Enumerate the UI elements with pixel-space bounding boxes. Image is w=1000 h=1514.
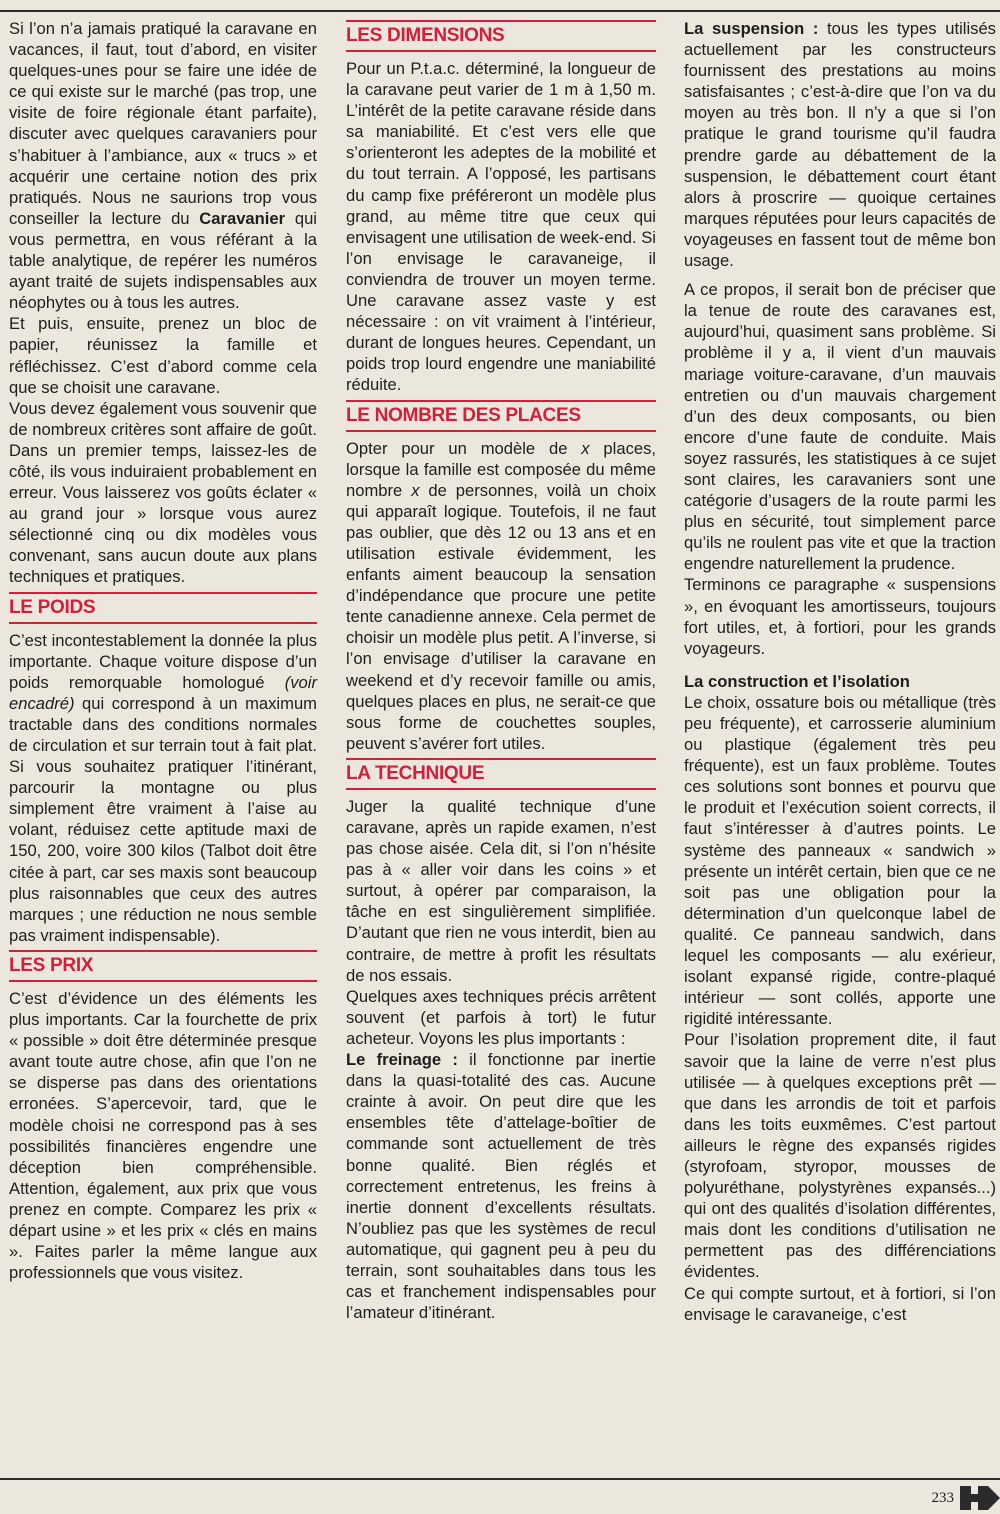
page-footer (932, 1486, 1000, 1510)
paragraph: A ce propos, il serait bon de préciser que la tenue de route des caravanes est, aujourd’hui, quasiment sans problème. Si problème il y a, il vient d’un mauvais mariage voiture-caravane, d’un mauvais entretien ou d’un mauvais chargement d’un des deux composants, ou bien encore d’une faute de conduite. Mais soyez rassurés, les statistiques à ce sujet sont claires, les caravaniers sont une catégorie d’usagers de la route parmi les plus en sécurité, tout simplement parce qu’ils ne roulent pas vite et que la traction engendre naturellement la prudence. (684, 280, 996, 574)
freinage-paragraph (346, 1049, 656, 1323)
column-3 (684, 18, 996, 1325)
bottom-rule (0, 1478, 1000, 1480)
magazine-logo-icon (960, 1486, 1000, 1510)
suspension-paragraph (684, 18, 996, 271)
suspension-lead: La suspension : (684, 19, 819, 38)
poids-paragraph (9, 630, 317, 946)
section-heading-poids: LE POIDS (9, 592, 317, 624)
section-heading-technique: LA TECHNIQUE (346, 758, 656, 790)
places-text: places, lorsque la famille est composée du même nombre (346, 438, 656, 500)
freinage-text: il fonctionne par inertie dans la quasi-totalité des cas. Aucune crainte à avoir. On peut dire que les ensembles tête d’attelage-boîtier de commande sont actuellement de très bonne qualité. Bien réglés et correctement entretenus, les freins à inertie donnent d’excellents résultats. N’oubliez pas que les systèmes de recul automatique, qui gagnent peu à peu du terrain, sont souhaitables dans tous les cas et franchement indispensables pour l’amateur d’itinérant. (346, 1050, 656, 1323)
poids-text: C’est incontestablement la donnée la plus importante. Chaque voiture dispose d’un poids remorquable homologué (9, 630, 317, 692)
intro-text: Si l’on n’a jamais pratiqué la caravane en vacances, il faut, tout d’abord, en visiter quelques-unes pour se faire une idée de ce qui existe sur le marché (pas trop, une visite de foire régionale étant parfaite), discuter avec quelques caravaniers pour s’habituer à l’ambiance, aux « trucs » et acquérir une certaine notion des prix pratiqués. Nous ne saurions trop vous conseiller la lecture du (9, 19, 317, 228)
section-heading-prix: LES PRIX (9, 950, 317, 982)
column-2 (346, 18, 656, 1323)
page-number: 233 (931, 1489, 954, 1506)
poids-text-end: qui correspond à un maximum tractable dans des conditions normales de circulation et sur terrain tout à fait plat. Si vous souhaitez pratiquer l’itinérant, parcourir la montagne ou plus simplement être vraiment à l’aise au volant, réduisez cette aptitude maxi de 150, 200, voire 300 kilos (Talbot doit être citée à part, car ses maxis sont beaucoup plus raisonnables que ceux des autres marques ; une réduction ne nous semble pas vraiment indispensable). (9, 693, 317, 945)
continued-paragraph: Ce qui compte surtout, et à fortiori, si l’on envisage le caravaneige, c’est (684, 1283, 996, 1324)
paragraph: Vous devez également vous souvenir que de nombreux critères sont affaire de goût. Dans un premier temps, laissez-les de côté, ils vous induiraient probablement en erreur. Vous laisserez vos goûts éclater « au grand jour » lorsque vous aurez sélectionné cinq ou dix modèles vous convenant, sans aucun doute aux plans techniques et pratiques. (9, 398, 317, 587)
construction-paragraph: Le choix, ossature bois ou métallique (très peu fréquente), et carrosserie aluminium ou plastique (également très peu fréquente), est un faux problème. Toutes ces solutions sont bonnes et pourvu que le produit et l’exécution soient corrects, il faut s’intéresser à d’autres points. Le système des panneaux « sandwich » présente un intérêt certain, bien que ce ne soit pas une obligation pour la détermination d’un quelconque label de qualité. Ce panneau sandwich, dans lequel les composants — alu exérieur, isolant expansé rigide, contre-plaqué intérieur — sont collés, apporte une rigidité intéressante. (684, 692, 996, 1029)
column-1 (9, 18, 317, 1283)
variable-x: x (411, 480, 420, 500)
places-text: de personnes, voilà un choix qui apparaît logique. Toutefois, il ne faut pas oublier, que dès 12 ou 13 ans et en utilisation estivale évidemment, les enfants aiment beaucoup la sensation d’indépendance que procure une petite tente canadienne annexe. Cela permet de choisir un modèle plus petit. A l’inverse, si l’on envisage d’utiliser la caravane en weekend et d’y recevoir famille ou amis, quelques places en plus, ne serait-ce que sous forme de couchettes souples, peuvent s’avérer fort utiles. (346, 480, 657, 753)
subheading-construction: La construction et l’isolation (684, 671, 910, 691)
freinage-lead: Le freinage : (346, 1050, 458, 1070)
technique-paragraph: Juger la qualité technique d’une caravane, après un rapide examen, n’est pas chose aisée. Cela dit, si l’on n’hésite pas à « aller voir dans les coins » et surtout, à opérer par comparaison, la tâche en est singulièrement simplifiée. D’autant que rien ne vous interdit, bien au contraire, de mettre à profit les résultats de nos essais. (346, 796, 656, 985)
suspension-text: tous les types utilisés actuellement par les constructeurs fournissent des prestations au moins satisfaisantes ; c’est-à-dire que l’on va du moyen au très bon. Il n’y a que si l’on pratique le grand tourisme qu’il faudra prendre garde au débattement de la suspension, le débattement court étant alors à proscrire — quoique certaines marques réputées pour leurs capacités de voyageuses en fassent tout de même bon usage. (684, 19, 996, 271)
places-text: Opter pour un modèle de (346, 438, 582, 458)
top-rule (0, 10, 1000, 12)
intro-text-end: qui vous permettra, en vous référant à la table analytique, de repérer les numéros ayant traité de sujets indispensables aux néophytes ou à tous les autres. (9, 208, 317, 313)
dimensions-paragraph: Pour un P.t.a.c. déterminé, la longueur de la caravane peut varier de 1 m à 1,50 m. L’intérêt de la petite caravane réside dans sa maniabilité. Et c’est vers elle que s’orienteront les adeptes de la mobilité et du tout terrain. A l’opposé, les partisans du camp fixe préféreront un modèle plus grand, au même titre que ceux qui envisagent une utilisation de week-end. Si l’on envisage le caravaneige, il conviendra de trouver un moyen terme. Une caravane assez vaste y est nécessaire : on vit vraiment à l’intérieur, durant de longues heures. Cependant, un poids trop lourd engendre une maniabilité réduite. (346, 59, 656, 395)
poids-note: (voir encadré) (9, 672, 317, 713)
variable-x: x (581, 438, 590, 458)
section-heading-dimensions: LES DIMENSIONS (346, 20, 656, 52)
places-paragraph (346, 438, 656, 754)
isolation-paragraph: Pour l’isolation proprement dite, il faut savoir que la laine de verre n’est plus utilisée — à quelques exceptions prêt — que dans les arrondis de toit et parfois dans les toits euxmêmes. C’est partout ailleurs le règne des expansés rigides (styrofoam, styropor, mousses de polyuréthane, polystyrènes expansés...) qui ont des qualités d’isolation différentes, mais dont les conditions d’utilisation ne permettent pas des différenciations évidentes. (684, 1030, 996, 1282)
section-heading-places: LE NOMBRE DES PLACES (346, 400, 656, 432)
magazine-name: Caravanier (199, 208, 286, 228)
paragraph: Terminons ce paragraphe « suspensions », en évoquant les amortisseurs, toujours fort utiles, et, à fortiori, pour les grands voyageurs. (684, 575, 996, 658)
intro-paragraph (9, 18, 317, 313)
technique-paragraph: Quelques axes techniques précis arrêtent souvent (et parfois à tort) le futur acheteur. Voyons les plus importants : (346, 986, 656, 1048)
prix-paragraph: C’est d’évidence un des éléments les plus importants. Car la fourchette de prix « possible » doit être déterminée presque avant toute autre chose, afin que l’on ne se disperse pas dans des orientations erronées. S’apercevoir, tard, que le modèle choisi ne correspond pas à ses possibilités financières engendre une déception bien compréhensible. Attention, également, aux prix que vous prenez en compte. Comparez les prix « départ usine » et les prix « clés en mains ». Faites parler la même langue aux professionnels que vous visitez. (9, 988, 317, 1283)
paragraph: Et puis, ensuite, prenez un bloc de papier, réunissez la famille et réfléchissez. C’est d’abord comme cela que se choisit une caravane. (9, 314, 317, 397)
